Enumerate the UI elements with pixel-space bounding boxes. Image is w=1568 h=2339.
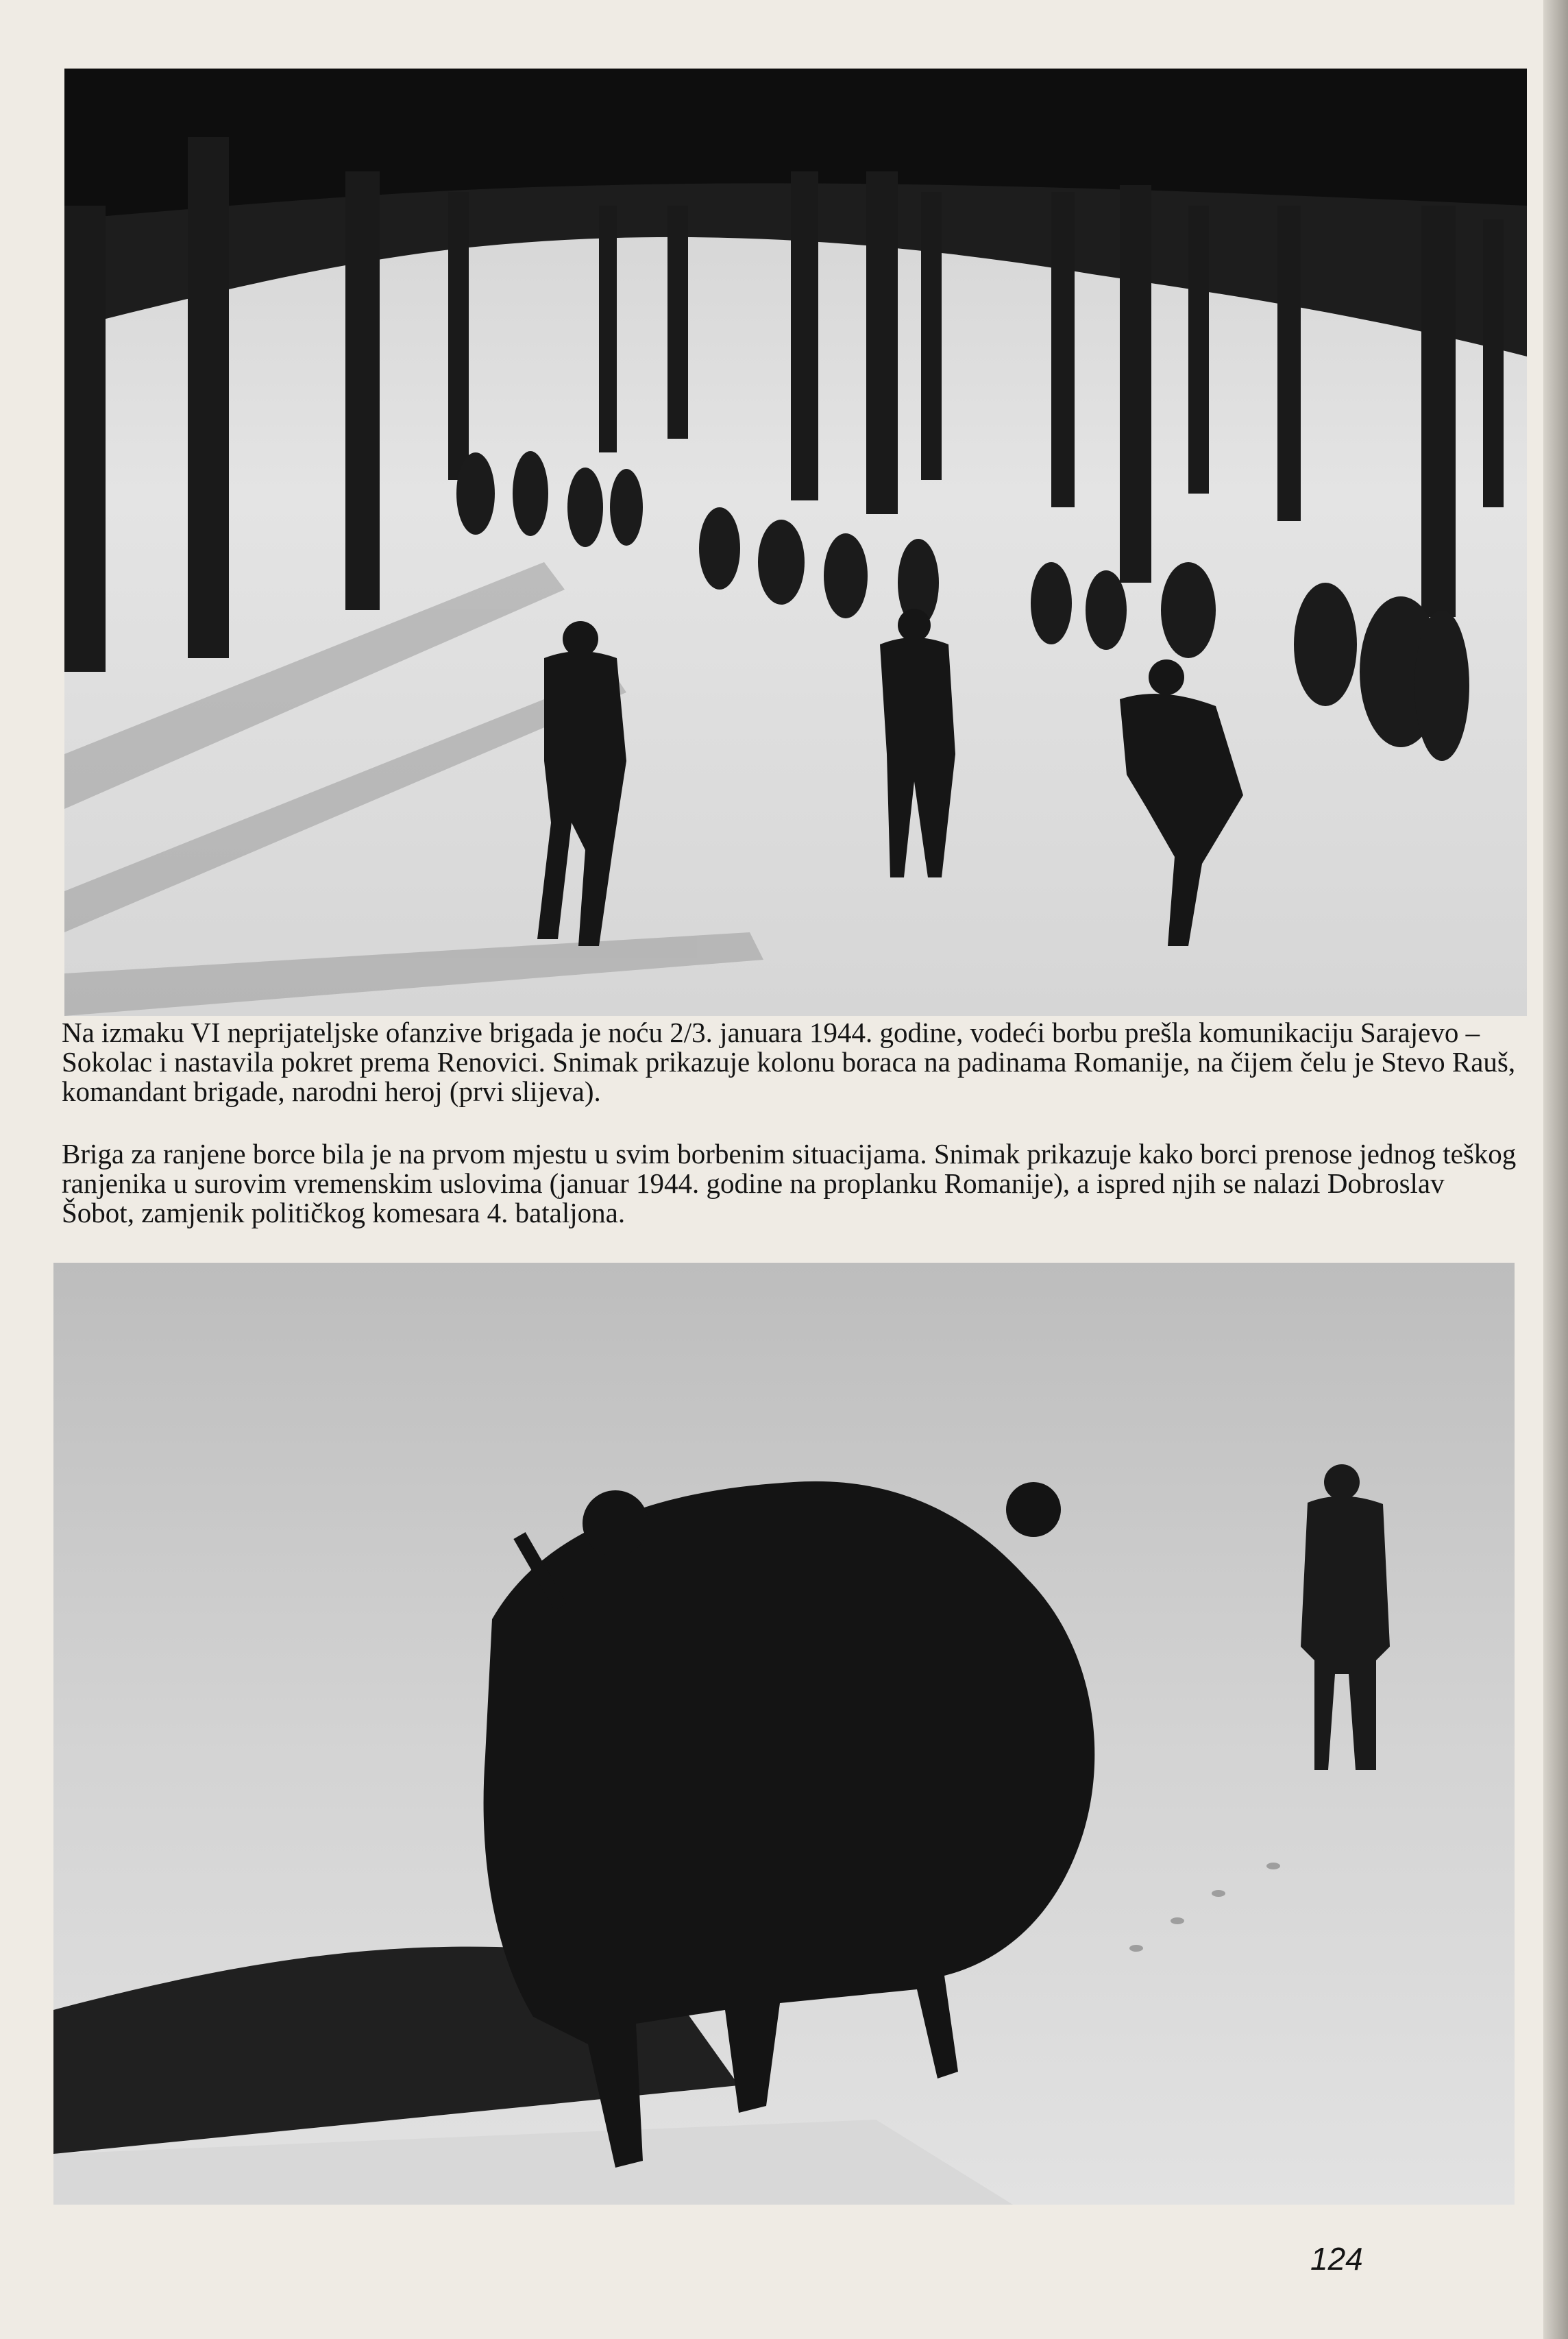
photo-carrying-wounded bbox=[53, 1263, 1515, 2205]
photo-top-image bbox=[64, 69, 1527, 1016]
caption-bottom-text: Briga za ranjene borce bila je na prvom mjestu u svim borbenim situacijama. Snimak prikazuje kako borci prenose jednog teškog ranjenika u surovim vremenskim uslovima (januar 1944. godine na proplanku Romanije), a ispred njih se nalazi Dobroslav Šobot, zamjenik političkog komesara 4. bataljona. bbox=[62, 1138, 1517, 1228]
caption-bottom-photo bbox=[62, 1139, 1521, 1228]
caption-top-photo bbox=[62, 1018, 1521, 1106]
photo-bottom-image bbox=[53, 1263, 1515, 2205]
caption-top-text: Na izmaku VI neprijateljske ofanzive brigada je noću 2/3. januara 1944. godine, vodeći borbu prešla komunikaciju Sarajevo – Sokolac i nastavila pokret prema Renovici. Snimak prikazuje kolonu boraca na padinama Romanije, na čijem čelu je Stevo Rauš, komandant brigade, narodni heroj (prvi slijeva). bbox=[62, 1017, 1516, 1107]
page-number: 124 bbox=[1310, 2241, 1363, 2277]
photo-snow-forest-column bbox=[64, 69, 1527, 1016]
page-edge bbox=[1543, 0, 1568, 2339]
